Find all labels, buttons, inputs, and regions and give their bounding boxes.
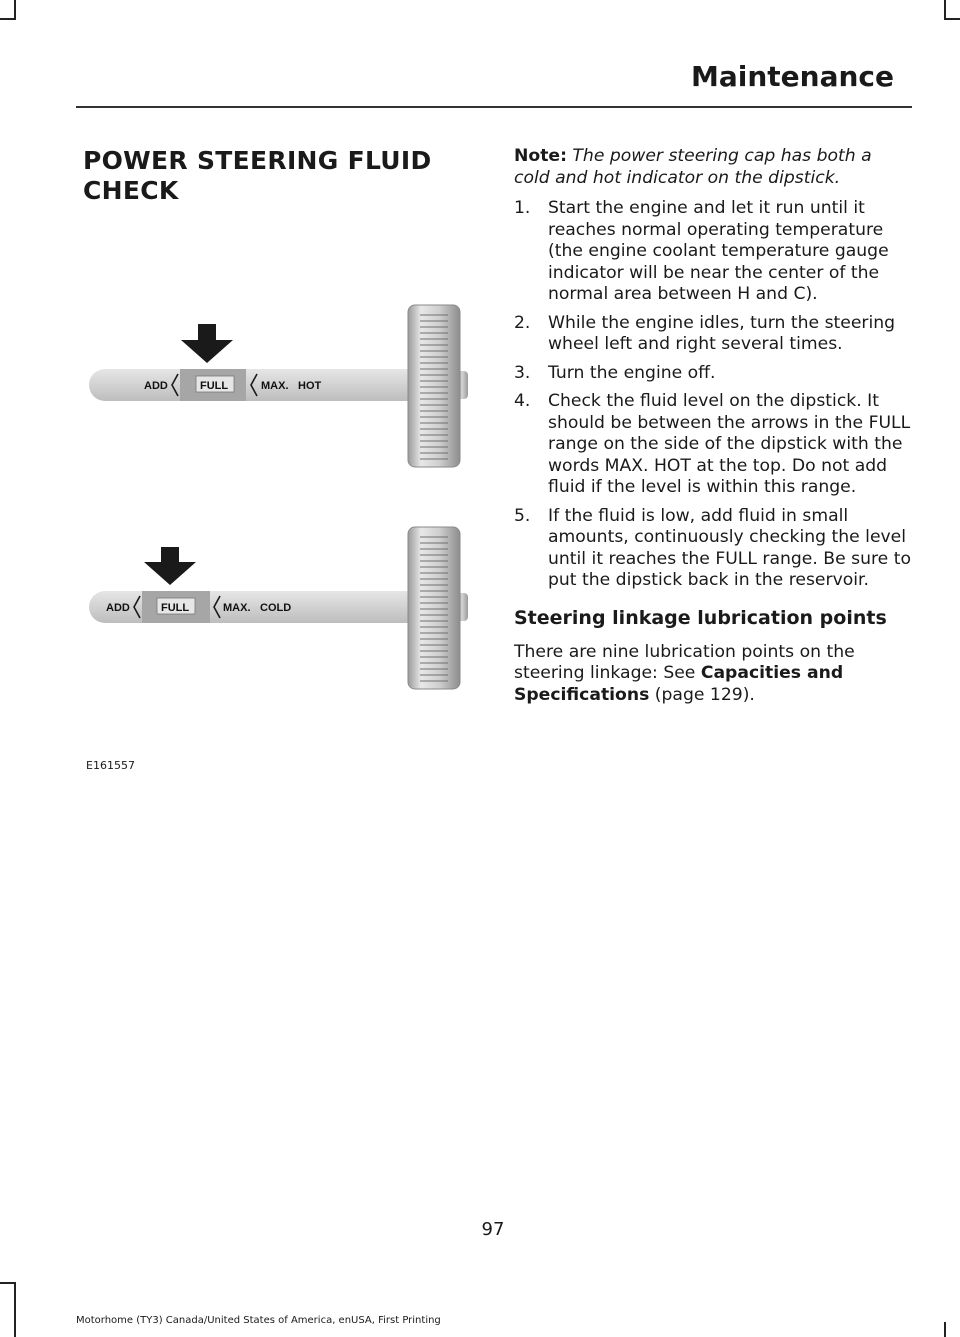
step-text: Start the engine and let it run until it reaches normal operating temperature (the engine coolant temperature gauge indicator will be near the center of the normal area between H and C). bbox=[548, 198, 889, 304]
lubrication-paragraph bbox=[514, 642, 912, 707]
crop-mark-top-left-h bbox=[0, 18, 16, 20]
lubrication-subheading: Steering linkage lubrication points bbox=[514, 606, 887, 629]
step-number: 3. bbox=[514, 362, 531, 383]
note-text: The power steering cap has both a cold and hot indicator on the dipstick. bbox=[514, 146, 872, 188]
step-item bbox=[514, 363, 912, 385]
dipstick-illustration bbox=[80, 285, 480, 755]
cold-state-label: COLD bbox=[260, 602, 292, 614]
heading-line-1: POWER STEERING FLUID bbox=[83, 146, 432, 175]
step-number: 1. bbox=[514, 198, 531, 218]
hot-max-label: MAX. bbox=[261, 380, 289, 392]
crop-mark-bottom-right-v bbox=[944, 1322, 946, 1337]
crop-mark-bottom-left-h bbox=[0, 1282, 16, 1284]
page-reference: (page 129). bbox=[649, 684, 755, 705]
dipstick-hot bbox=[89, 305, 468, 467]
hot-full-label: FULL bbox=[200, 380, 229, 392]
figure-code: E161557 bbox=[86, 759, 135, 772]
capacities-link[interactable]: Capacities and Specifications bbox=[514, 663, 844, 705]
page-number: 97 bbox=[481, 1219, 505, 1240]
cold-add-label: ADD bbox=[106, 602, 130, 614]
step-item bbox=[514, 506, 912, 592]
note-label: Note: bbox=[514, 146, 567, 166]
page-heading bbox=[83, 146, 463, 206]
crop-mark-top-right-h bbox=[944, 18, 960, 20]
step-text: Check the fluid level on the dipstick. It should be between the arrows in the FULL range on the side of the dipstick with the words MAX. HOT at the top. Do not add fluid if the level is within this range. bbox=[548, 391, 911, 497]
step-number: 2. bbox=[514, 312, 531, 333]
crop-mark-bottom-left-v bbox=[14, 1282, 16, 1337]
hot-state-label: HOT bbox=[298, 380, 322, 392]
step-number: 4. bbox=[514, 391, 531, 411]
dipstick-cold bbox=[89, 527, 468, 689]
crop-mark-top-left-v bbox=[14, 0, 16, 20]
step-item bbox=[514, 198, 912, 306]
hot-down-arrow-icon bbox=[181, 324, 233, 363]
cold-max-label: MAX. bbox=[223, 602, 251, 614]
step-text: While the engine idles, turn the steering wheel left and right several times. bbox=[548, 312, 896, 354]
cold-down-arrow-icon bbox=[144, 547, 196, 585]
note bbox=[514, 146, 912, 189]
lubrication-text: There are nine lubrication points on the steering linkage: See bbox=[514, 641, 855, 683]
crop-mark-top-right-v bbox=[944, 0, 946, 20]
step-text: If the fluid is low, add fluid in small amounts, continuously checking the level until it reaches the FULL range. Be sure to put the dipstick back in the reservoir. bbox=[548, 505, 911, 590]
heading-line-2: CHECK bbox=[83, 176, 179, 205]
step-text: Turn the engine off. bbox=[548, 362, 716, 383]
hot-add-label: ADD bbox=[144, 380, 168, 392]
instructions-column bbox=[514, 146, 912, 706]
section-title: Maintenance bbox=[690, 60, 894, 93]
cold-full-label: FULL bbox=[161, 602, 190, 614]
steps-list bbox=[514, 198, 912, 592]
step-item bbox=[514, 313, 912, 356]
step-item bbox=[514, 391, 912, 499]
footer-text: Motorhome (TY3) Canada/United States of America, enUSA, First Printing bbox=[76, 1315, 441, 1326]
step-number: 5. bbox=[514, 505, 531, 526]
header-rule bbox=[76, 106, 912, 108]
